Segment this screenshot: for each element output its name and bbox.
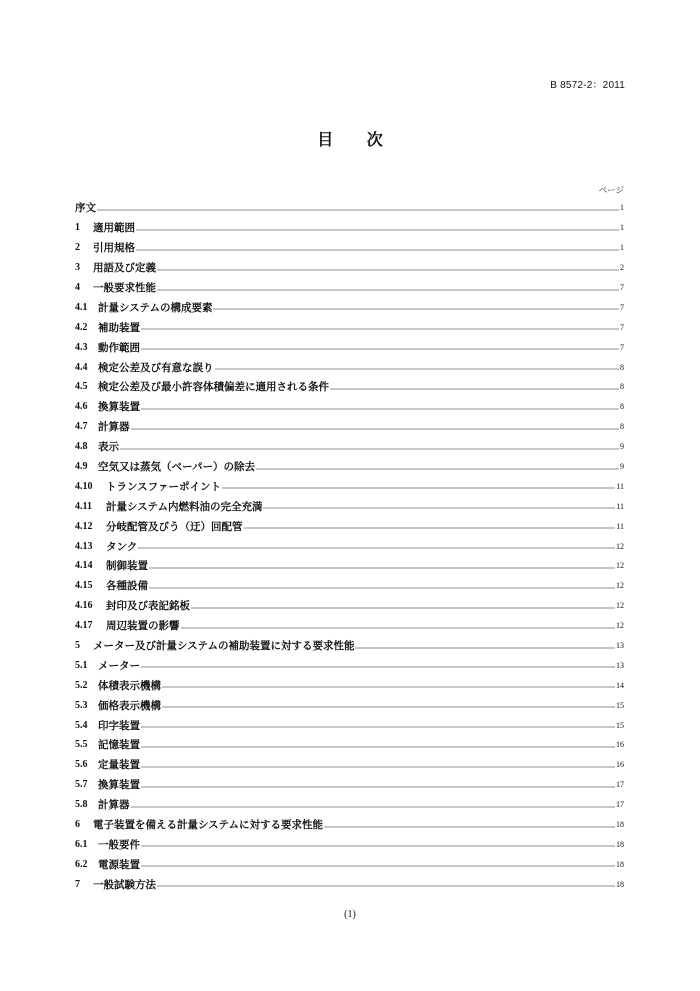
dot-leader: [324, 826, 615, 828]
toc-entry-page: 7: [620, 342, 624, 352]
toc-entry[interactable]: [75, 775, 624, 795]
toc-entry[interactable]: [75, 516, 624, 536]
dot-leader: [141, 845, 615, 847]
toc-entry-number: 5.2: [75, 679, 88, 691]
toc-entry-number: 4.1: [75, 301, 88, 313]
toc-entry-number: 1: [75, 222, 80, 234]
toc-entry-number: 5.6: [75, 759, 88, 771]
toc-entry[interactable]: [75, 874, 624, 894]
toc-entry-title: 記憶装置: [98, 739, 140, 752]
toc-entry-page: 18: [616, 859, 624, 869]
toc-entry-title: 一般要求性能: [93, 282, 156, 294]
toc-entry-number: 5.8: [75, 799, 88, 811]
toc-entry-page: 13: [616, 641, 624, 651]
dot-leader: [141, 786, 615, 788]
toc-entry-title: 各種設備: [106, 580, 148, 593]
toc-entry-number: 5.7: [75, 779, 88, 791]
page-column-label: ページ: [598, 186, 624, 196]
toc-entry-title: 空気又は蒸気（ベーパー）の除去: [98, 461, 255, 474]
toc-entry[interactable]: [75, 198, 624, 218]
dot-leader: [141, 766, 615, 768]
toc-entry-title: 定量装置: [98, 759, 140, 772]
toc-entry[interactable]: [75, 437, 624, 457]
toc-entry-title: 計算器: [98, 799, 130, 812]
toc-entry-title: 引用規格: [93, 242, 135, 255]
toc-entry-page: 1: [620, 203, 624, 213]
toc-entry[interactable]: [75, 715, 624, 735]
toc-entry[interactable]: [75, 357, 624, 377]
toc-entry[interactable]: [75, 576, 624, 596]
toc-entry-title: 一般要件: [98, 838, 140, 851]
dot-leader: [191, 607, 615, 609]
toc-entry-page: 7: [620, 283, 624, 292]
dot-leader: [131, 428, 620, 430]
toc-entry[interactable]: [75, 755, 624, 775]
toc-entry-title: 換算装置: [98, 779, 140, 792]
toc-entry-page: 16: [616, 740, 624, 750]
toc-entry-page: 7: [620, 322, 624, 332]
table-of-contents: [75, 198, 624, 894]
dot-leader: [97, 209, 619, 211]
toc-entry-page: 12: [616, 601, 624, 611]
toc-entry[interactable]: [75, 317, 624, 337]
toc-entry[interactable]: [75, 297, 624, 317]
toc-entry-title: 検定公差及び最小許容体積偏差に適用される条件: [98, 381, 329, 394]
dot-leader: [244, 527, 616, 529]
toc-entry-page: 14: [616, 680, 624, 690]
toc-entry-number: 6.1: [75, 838, 88, 850]
dot-leader: [256, 468, 619, 470]
toc-entry-title: 電子装置を備える計量システムに対する要求性能: [93, 819, 323, 832]
toc-entry-page: 2: [620, 263, 624, 273]
toc-entry-page: 18: [616, 820, 624, 830]
dot-leader: [222, 487, 615, 489]
toc-entry-number: 5.3: [75, 699, 88, 711]
toc-entry-page: 9: [620, 462, 624, 472]
toc-entry[interactable]: [75, 636, 624, 656]
toc-entry-page: 12: [616, 621, 624, 631]
toc-entry-page: 7: [620, 302, 624, 312]
toc-entry-number: 4.15: [75, 580, 93, 592]
dot-leader: [263, 507, 615, 509]
toc-entry-title: 一般試験方法: [93, 878, 156, 891]
toc-entry-number: 4.5: [75, 381, 88, 393]
dot-leader: [355, 647, 615, 649]
toc-entry-title: 動作範囲: [98, 341, 140, 354]
toc-entry-number: 4.13: [75, 540, 93, 552]
toc-entry-page: 8: [620, 422, 624, 432]
dot-leader: [149, 587, 615, 589]
toc-entry[interactable]: [75, 258, 624, 278]
dot-leader: [162, 686, 615, 688]
toc-entry-title: 検定公差及び有意な誤り: [98, 361, 214, 374]
document-id: B 8572-2：2011: [550, 80, 625, 91]
toc-entry[interactable]: [75, 655, 624, 675]
dot-leader: [181, 627, 616, 629]
dot-leader: [330, 388, 619, 390]
toc-entry-number: 4.4: [75, 361, 88, 373]
toc-entry-page: 18: [616, 839, 624, 849]
dot-leader: [141, 865, 615, 867]
toc-entry-number: 5.1: [75, 659, 88, 671]
dot-leader: [141, 726, 615, 728]
toc-entry[interactable]: [75, 417, 624, 437]
dot-leader: [141, 348, 619, 350]
toc-entry[interactable]: [75, 397, 624, 417]
toc-entry[interactable]: [75, 695, 624, 715]
toc-entry-number: 4.16: [75, 600, 93, 612]
toc-entry-title: 用語及び定義: [93, 262, 156, 275]
toc-entry-page: 11: [616, 501, 624, 511]
toc-entry[interactable]: [75, 616, 624, 636]
dot-leader: [136, 249, 619, 251]
toc-entry-number: 5.4: [75, 719, 88, 731]
toc-entry-title: 体積表示機構: [98, 679, 161, 692]
toc-entry-title: トランスファーポイント: [106, 480, 221, 493]
dot-leader: [120, 448, 619, 450]
toc-entry[interactable]: [75, 238, 624, 258]
dot-leader: [157, 269, 619, 271]
toc-entry-number: 4.10: [75, 480, 93, 492]
toc-entry-number: 6.2: [75, 858, 88, 870]
toc-entry-page: 16: [616, 760, 624, 770]
toc-entry-number: 2: [75, 242, 80, 254]
dot-leader: [157, 289, 619, 291]
toc-entry-page: 12: [616, 561, 624, 571]
toc-entry-number: 7: [75, 878, 80, 890]
toc-entry-title: 分岐配管及びう（迂）回配管: [106, 520, 243, 533]
toc-entry[interactable]: [75, 337, 624, 357]
toc-entry-number: 6: [75, 819, 80, 831]
toc-entry-title: 周辺装置の影響: [106, 620, 180, 633]
toc-entry-number: 4.8: [75, 441, 88, 453]
toc-entry[interactable]: [75, 218, 624, 238]
dot-leader: [162, 706, 615, 708]
toc-entry-number: 4: [75, 282, 80, 293]
toc-entry-title: メーター: [98, 659, 140, 672]
toc-entry-title: 計算器: [98, 421, 130, 434]
toc-entry[interactable]: [75, 476, 624, 496]
toc-entry[interactable]: [75, 815, 624, 835]
toc-entry-title: 計量システムの構成要素: [98, 301, 213, 314]
toc-entry[interactable]: [75, 377, 624, 397]
toc-entry[interactable]: [75, 735, 624, 755]
toc-entry[interactable]: [75, 457, 624, 477]
dot-leader: [215, 368, 620, 370]
toc-entry-page: 11: [616, 481, 624, 491]
toc-entry-title: 序文: [75, 202, 96, 215]
dot-leader: [213, 308, 619, 310]
toc-entry[interactable]: [75, 278, 624, 298]
toc-entry-number: 4.9: [75, 461, 88, 473]
toc-entry-title: 電源装置: [98, 858, 140, 871]
toc-entry-page: 8: [620, 402, 624, 412]
toc-entry-number: 4.17: [75, 620, 93, 632]
toc-entry-title: 制御装置: [106, 560, 148, 573]
dot-leader: [141, 408, 619, 410]
toc-entry-title: 封印及び表記銘板: [106, 600, 190, 613]
toc-entry-number: 5.5: [75, 739, 88, 751]
toc-entry-page: 1: [620, 223, 624, 233]
toc-entry-number: 3: [75, 262, 80, 274]
toc-entry[interactable]: [75, 795, 624, 815]
toc-entry-number: 4.6: [75, 401, 88, 413]
dot-leader: [141, 328, 619, 330]
toc-entry[interactable]: [75, 536, 624, 556]
toc-entry-title: 計量システム内燃料油の完全充満: [106, 500, 263, 513]
toc-entry[interactable]: [75, 854, 624, 874]
toc-entry-number: 4.14: [75, 560, 93, 572]
toc-entry-page: 8: [620, 382, 624, 392]
dot-leader: [149, 567, 615, 569]
dot-leader: [136, 229, 619, 231]
toc-entry-page: 11: [616, 521, 624, 531]
toc-entry-page: 8: [620, 362, 624, 372]
page-title: 目 次: [317, 130, 397, 149]
toc-entry[interactable]: [75, 556, 624, 576]
toc-entry[interactable]: [75, 596, 624, 616]
toc-entry-number: 5: [75, 640, 80, 652]
dot-leader: [138, 547, 615, 549]
toc-entry-page: 9: [620, 442, 624, 452]
toc-entry-title: 表示: [98, 441, 119, 454]
toc-entry-number: 4.11: [75, 500, 92, 512]
toc-entry-number: 4.3: [75, 341, 88, 353]
toc-entry-title: タンク: [106, 540, 138, 553]
toc-entry[interactable]: [75, 835, 624, 855]
toc-entry-page: 12: [616, 581, 624, 591]
toc-entry-number: 4.7: [75, 421, 88, 433]
page-number: (1): [344, 909, 356, 920]
toc-entry-page: 17: [616, 780, 624, 790]
toc-entry-title: 換算装置: [98, 401, 140, 414]
toc-entry-title: 適用範囲: [93, 222, 135, 235]
toc-entry-title: 補助装置: [98, 321, 140, 334]
toc-entry[interactable]: [75, 675, 624, 695]
dot-leader: [157, 885, 615, 887]
toc-entry-title: 価格表示機構: [98, 699, 161, 712]
toc-entry-number: 4.12: [75, 520, 93, 532]
toc-entry-title: 印字装置: [98, 719, 140, 732]
toc-entry[interactable]: [75, 496, 624, 516]
dot-leader: [141, 666, 615, 668]
toc-entry-page: 1: [620, 243, 624, 253]
toc-entry-page: 12: [616, 541, 624, 551]
dot-leader: [141, 746, 615, 748]
toc-entry-title: メーター及び計量システムの補助装置に対する要求性能: [93, 640, 355, 653]
toc-entry-page: 15: [616, 720, 624, 730]
toc-entry-page: 18: [616, 879, 624, 889]
dot-leader: [131, 806, 616, 808]
toc-entry-page: 17: [616, 800, 624, 810]
toc-entry-number: 4.2: [75, 321, 88, 333]
toc-entry-page: 15: [616, 700, 624, 710]
toc-entry-page: 13: [616, 660, 624, 670]
